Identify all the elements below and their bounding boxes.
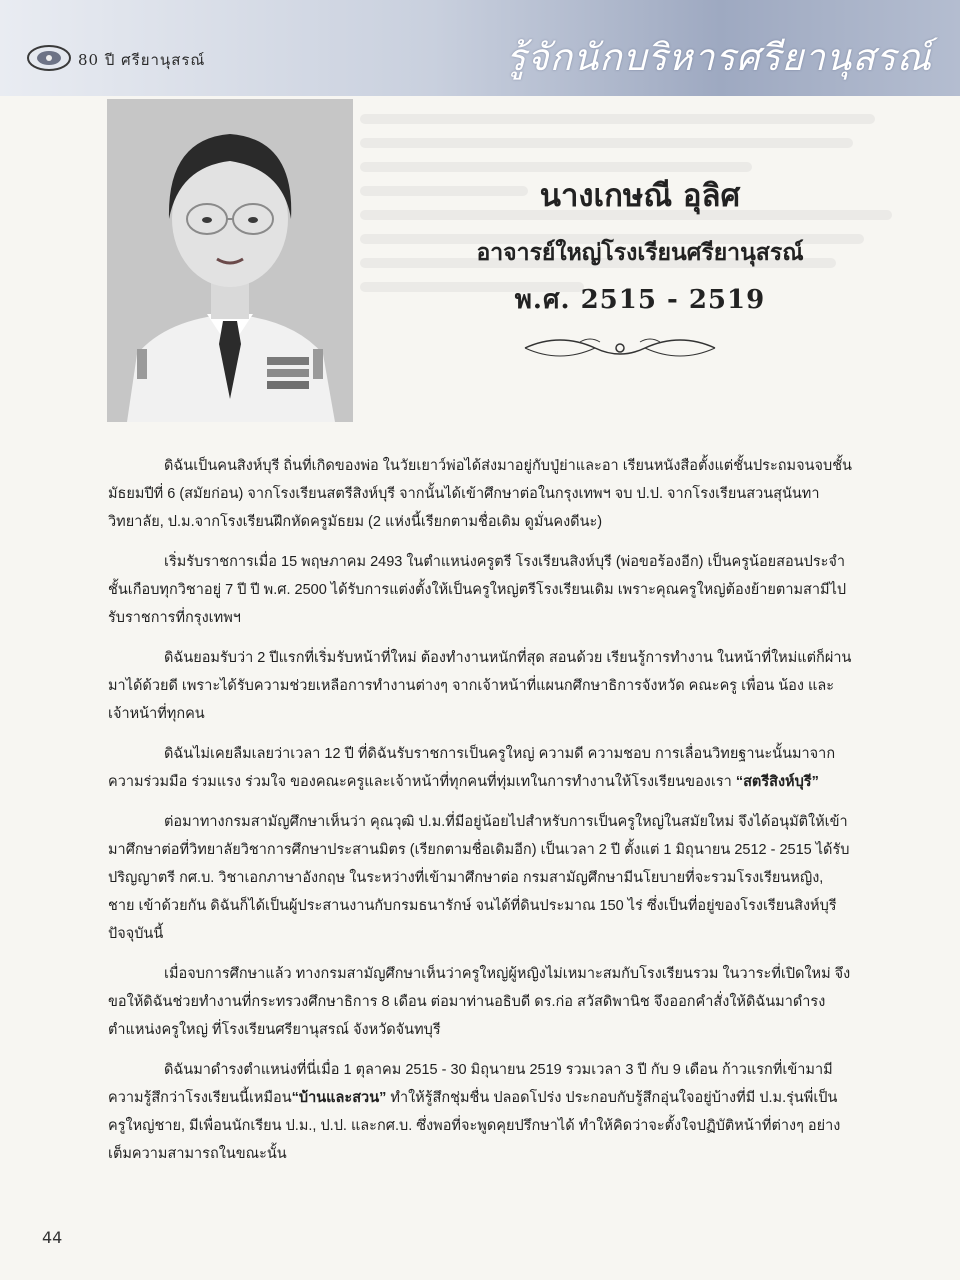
- paragraph-7-text-b: ทำให้รู้สึกชุ่มชื่น ปลอดโปร่ง ประกอบกับรู้สึกอุ่นใจอยู่บ้างที่มี ป.ม.รุ่นพี่เป็นครูใหญ่ชาย, มีเพื่อนนักเรียน ป.ม., ป.ป. และกศ.บ. ซึ่งพอที่จะพูดคุยปรึกษาได้ ทำให้คิดว่าจะตั้งใจปฏิบัติหน้าที่ต่างๆ อย่างเต็มความสามารถในขณะนั้น: [108, 1090, 841, 1162]
- page-number: 44: [42, 1228, 63, 1247]
- school-logo-icon: [26, 44, 72, 72]
- paragraph-3: ดิฉันยอมรับว่า 2 ปีแรกที่เริ่มรับหน้าที่ใหม่ ต้องทำงานหนักที่สุด สอนด้วย เรียนรู้การทำงาน ในหน้าที่ใหม่แต่ก็ผ่านมาได้ด้วยดี เพราะได้รับความช่วยเหลือการทำงานต่างๆ จากเจ้าหน้าที่แผนกศึกษาธิการจังหวัด คณะครู เพื่อน น้อง และเจ้าหน้าที่ทุกคน: [108, 650, 852, 722]
- profile-name: นางเกษณี อุลิศ: [539, 178, 741, 214]
- paragraph-7-text-a: ดิฉันมาดำรงตำแหน่งที่นี่เมื่อ 1 ตุลาคม 2515 - 30 มิถุนายน 2519 รวมเวลา 3 ปี กับ 9 เดือน ก้าวแรกที่เข้ามามีความรู้สึกว่าโรงเรียนนี้เหมือน: [108, 1062, 833, 1106]
- anniversary-label: 80 ปี ศรียานุสรณ์: [78, 51, 206, 69]
- paragraph-1: ดิฉันเป็นคนสิงห์บุรี ถิ่นที่เกิดของพ่อ ในวัยเยาว์พ่อได้ส่งมาอยู่กับปู่ย่าและอา เรียนหนังสือตั้งแต่ชั้นประถมจนจบชั้นมัธยมปีที่ 6 (สมัยก่อน) จากโรงเรียนสตรีสิงห์บุรี จากนั้นได้เข้าศึกษาต่อในกรุงเทพฯ จบ ป.ป. จากโรงเรียนสวนสุนันทาวิทยาลัย, ป.ม.จากโรงเรียนฝึกหัดครูมัธยม (2 แห่งนี้เรียกตามชื่อเดิม ดูมั่นคงดีนะ): [108, 458, 852, 530]
- paragraph-5: ต่อมาทางกรมสามัญศึกษาเห็นว่า คุณวุฒิ ป.ม.ที่มีอยู่น้อยไปสำหรับการเป็นครูใหญ่ในสมัยใหม่ จึงได้อนุมัติให้เข้ามาศึกษาต่อที่วิทยาลัยวิชาการศึกษาประสานมิตร (เรียกตามชื่อเดิมอีก) เป็นเวลา 2 ปี ตั้งแต่ 1 มิถุนายน 2512 - 2515 ได้รับปริญญาตรี กศ.บ. วิชาเอกภาษาอังกฤษ ในระหว่างที่เข้ามาศึกษาต่อ กรมสามัญศึกษามีนโยบายที่จะรวมโรงเรียนหญิง, ชาย เข้าด้วยกัน ดิฉันก็ได้เป็นผู้ประสานงานกับกรมธนารักษ์ จนได้ที่ดินประมาณ 150 ไร่ ซึ่งเป็นที่อยู่ของโรงเรียนสิงห์บุรีปัจจุบันนี้: [108, 814, 850, 942]
- profile-position: อาจารย์ใหญ่โรงเรียนศรียานุสรณ์: [476, 239, 804, 266]
- paragraph-2: เริ่มรับราชการเมื่อ 15 พฤษภาคม 2493 ในตำแหน่งครูตรี โรงเรียนสิงห์บุรี (พ่อขอร้องอีก) เป็นครูน้อยสอนประจำชั้นเกือบทุกวิชาอยู่ 7 ปี ปี พ.ศ. 2500 ได้รับการแต่งตั้งให้เป็นครูใหญ่ตรีโรงเรียนเดิม เพราะคุณครูใหญ่ต้องย้ายตามสามีไปรับราชการที่กรุงเทพฯ: [108, 554, 847, 626]
- portrait-photo: [107, 99, 353, 422]
- paragraph-4: [108, 740, 852, 796]
- home-garden-emphasis: “บ้านและสวน”: [291, 1090, 387, 1106]
- article-body: [108, 452, 852, 1180]
- profile-term: พ.ศ. 2515 - 2519: [514, 285, 766, 315]
- paragraph-4-text: ดิฉันไม่เคยลืมเลยว่าเวลา 12 ปี ที่ดิฉันรับราชการเป็นครูใหญ่ ความดี ความชอบ การเลื่อนวิทยฐานะนั้นมาจากความร่วมมือ ร่วมแรง ร่วมใจ ของคณะครูและเจ้าหน้าที่ทุกคนที่ทุ่มเทในการทำงานให้โรงเรียนของเรา: [108, 746, 836, 790]
- paragraph-7: [108, 1056, 852, 1168]
- paragraph-6: เมื่อจบการศึกษาแล้ว ทางกรมสามัญศึกษาเห็นว่าครูใหญ่ผู้หญิงไม่เหมาะสมกับโรงเรียนรวม ในวาระที่เปิดใหม่ จึงขอให้ดิฉันช่วยทำงานที่กระทรวงศึกษาธิการ 8 เดือน ต่อมาท่านอธิบดี ดร.ก่อ สวัสดิพานิช จึงออกคำสั่งให้ดิฉันมาดำรงตำแหน่งครูใหญ่ ที่โรงเรียนศรียานุสรณ์ จังหวัดจันทบุรี: [108, 966, 851, 1038]
- flourish-ornament-icon: [520, 328, 720, 368]
- section-title: รู้จักนักบริหารศรียานุสรณ์: [506, 36, 932, 79]
- school-name-emphasis: “สตรีสิงห์บุรี”: [735, 774, 819, 790]
